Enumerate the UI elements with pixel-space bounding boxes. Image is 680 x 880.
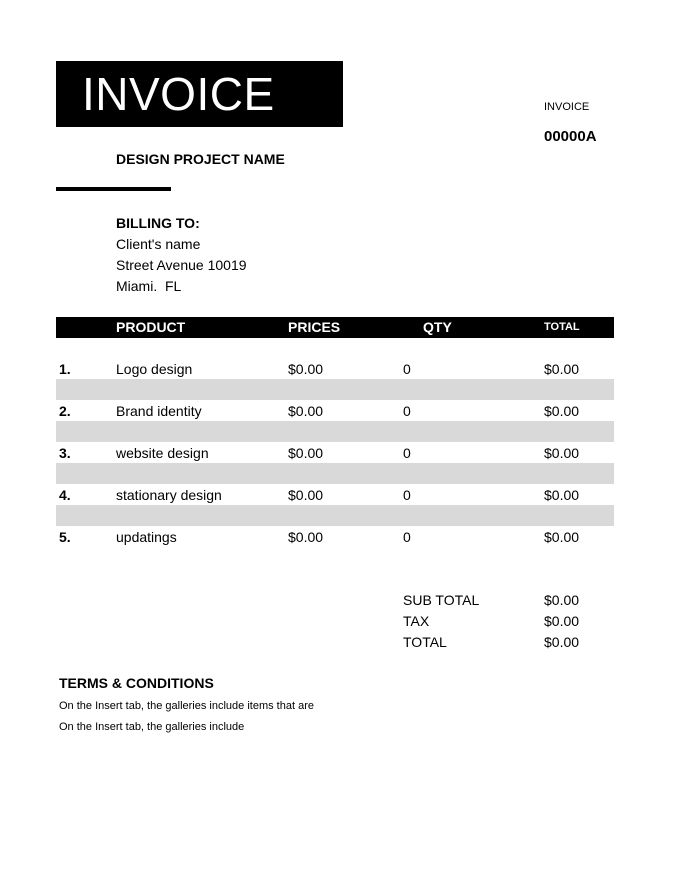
row-qty: 0: [403, 445, 411, 461]
row-number: 3.: [59, 445, 71, 461]
row-number: 2.: [59, 403, 71, 419]
column-header-total: TOTAL: [544, 321, 580, 333]
invoice-title: INVOICE: [82, 68, 275, 120]
divider-rule: [56, 187, 171, 191]
row-price: $0.00: [288, 529, 324, 545]
row-qty: 0: [403, 529, 411, 545]
row-price: $0.00: [288, 403, 324, 419]
billing-heading: BILLING TO:: [116, 215, 200, 231]
billing-street: Street Avenue 10019: [116, 257, 247, 273]
column-header-prices: PRICES: [288, 319, 341, 335]
invoice-number: 00000A: [544, 128, 597, 145]
tax-label: TAX: [403, 613, 430, 629]
row-total: $0.00: [544, 529, 580, 545]
row-qty: 0: [403, 361, 411, 377]
total-value: $0.00: [544, 634, 580, 650]
total-label: TOTAL: [403, 634, 447, 650]
terms-line: On the Insert tab, the galleries include items that are: [59, 700, 314, 712]
row-number: 5.: [59, 529, 71, 545]
row-product: updatings: [116, 529, 177, 545]
row-separator-stripe: [56, 505, 614, 526]
row-qty: 0: [403, 403, 411, 419]
tax-value: $0.00: [544, 613, 580, 629]
row-separator-stripe: [56, 379, 614, 400]
row-product: Brand identity: [116, 403, 202, 419]
billing-city: Miami. FL: [116, 278, 182, 294]
subtotal-value: $0.00: [544, 592, 580, 608]
project-name: DESIGN PROJECT NAME: [116, 151, 285, 167]
row-price: $0.00: [288, 361, 324, 377]
column-header-qty: QTY: [423, 319, 452, 335]
column-header-product: PRODUCT: [116, 319, 186, 335]
row-number: 4.: [59, 487, 71, 503]
row-product: website design: [116, 445, 209, 461]
row-price: $0.00: [288, 487, 324, 503]
row-total: $0.00: [544, 403, 580, 419]
terms-line: On the Insert tab, the galleries include: [59, 721, 245, 733]
subtotal-label: SUB TOTAL: [403, 592, 480, 608]
row-separator-stripe: [56, 463, 614, 484]
row-separator-stripe: [56, 421, 614, 442]
row-price: $0.00: [288, 445, 324, 461]
billing-client-name: Client's name: [116, 236, 201, 252]
terms-heading: TERMS & CONDITIONS: [59, 675, 214, 691]
row-total: $0.00: [544, 445, 580, 461]
invoice-number-label: INVOICE: [544, 101, 590, 113]
row-total: $0.00: [544, 361, 580, 377]
row-total: $0.00: [544, 487, 580, 503]
row-product: Logo design: [116, 361, 193, 377]
row-product: stationary design: [116, 487, 222, 503]
row-number: 1.: [59, 361, 71, 377]
row-qty: 0: [403, 487, 411, 503]
